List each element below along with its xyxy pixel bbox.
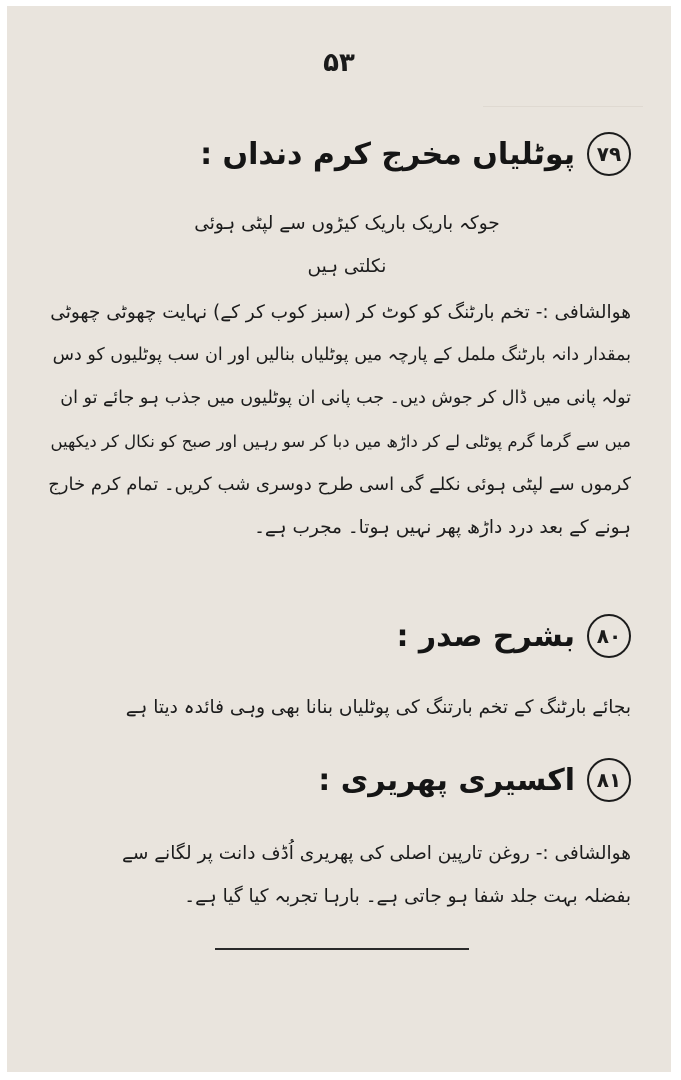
book-page — [7, 6, 671, 1072]
body-line: بمقدار دانہ بارٹنگ ململ کے پارچہ میں پوٹلیاں بنالیں اور ان سب پوٹلیوں کو دس — [52, 345, 631, 365]
section-title: پوٹلیاں مخرج کرم دنداں : — [200, 136, 575, 172]
section-subtitle — [67, 202, 627, 288]
body-line: کرموں سے لپٹی ہوئی نکلے گی اسی طرح دوسری شب کریں۔ تمام کرم خارج — [48, 474, 631, 495]
section-number-badge: ۷۹ — [587, 132, 631, 176]
body-line: تولہ پانی میں ڈال کر جوش دیں۔ جب پانی ان پوٹلیوں میں جذب ہو جائے تو ان — [60, 388, 631, 408]
body-line: میں سے گرما گرم پوٹلی لے کر داڑھ میں دبا کر سو رہیں اور صبح کو نکال کر دیکھیں — [50, 432, 631, 451]
section-heading-81 — [318, 758, 631, 802]
section-body-81 — [47, 832, 631, 918]
section-body-80 — [47, 686, 631, 729]
section-heading-79 — [200, 132, 631, 176]
subtitle-line: جوکہ باریک باریک کیڑوں سے لپٹی ہوئی — [194, 213, 500, 234]
body-line: ھوالشافی :- روغن تارپین اصلی کی پھریری اُڈف دانت پر لگانے سے — [121, 843, 631, 864]
body-line: ہونے کے بعد درد داڑھ پھر نہیں ہوتا۔ مجرب ہے۔ — [254, 517, 631, 538]
section-title: اکسیری پھریری : — [318, 762, 575, 798]
section-title: بشرح صدر : — [396, 618, 575, 654]
section-number-badge: ۸۱ — [587, 758, 631, 802]
subtitle-line: نکلتی ہیں — [307, 256, 387, 277]
body-line: بجائے بارٹنگ کے تخم بارتنگ کی پوٹلیاں بنانا بھی وہی فائدہ دیتا ہے — [125, 697, 631, 718]
body-line: بفضلہ بہت جلد شفا ہو جاتی ہے۔ بارہا تجربہ کیا گیا ہے۔ — [184, 886, 631, 907]
section-divider — [215, 948, 469, 950]
page-number: ۵۳ — [323, 48, 355, 78]
section-heading-80 — [396, 614, 631, 658]
body-line: ھوالشافی :- تخم بارٹنگ کو کوٹ کر (سبز کوب کر کے) نہایت چھوٹی چھوٹی — [50, 302, 631, 323]
section-number-badge: ۸۰ — [587, 614, 631, 658]
section-body-79 — [47, 291, 631, 549]
